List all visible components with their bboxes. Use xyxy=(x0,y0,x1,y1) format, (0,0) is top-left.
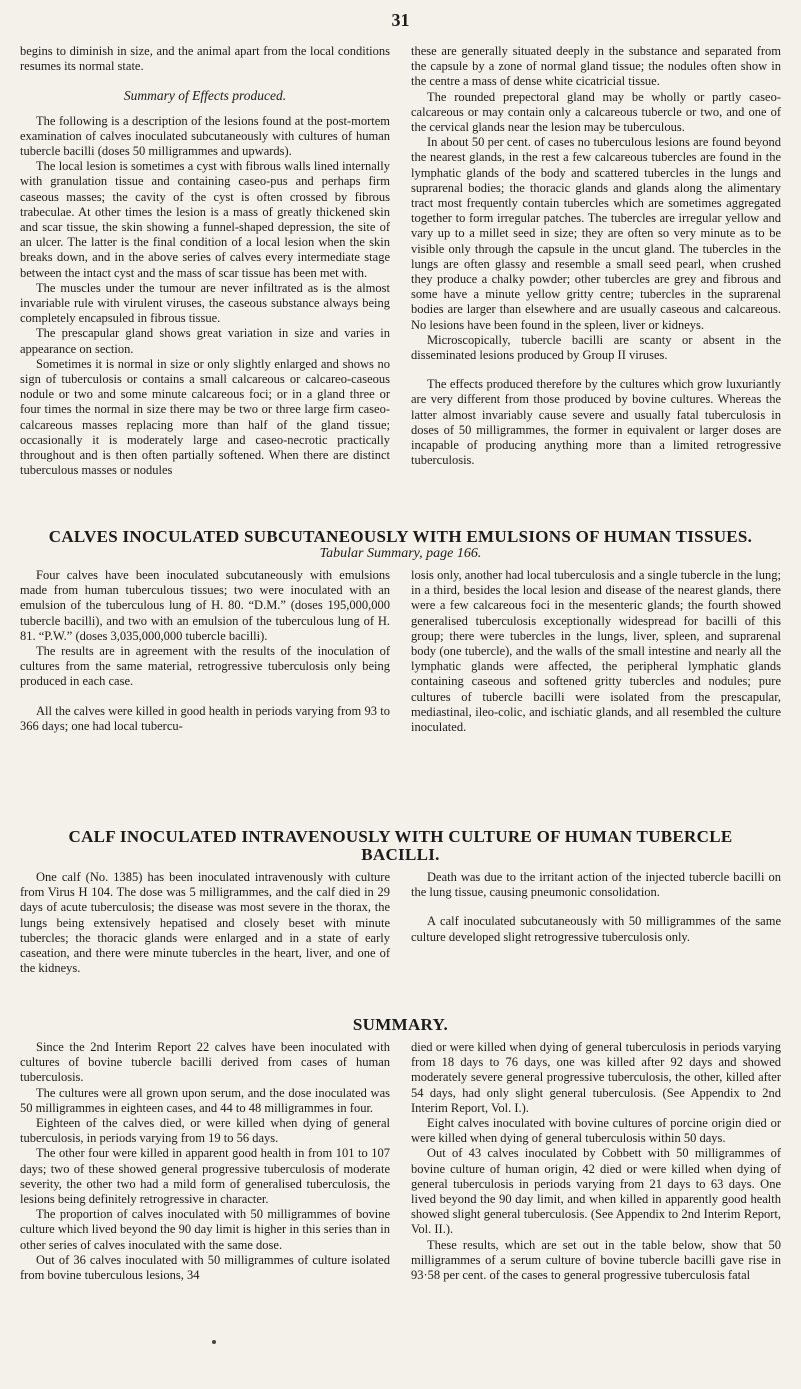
intro-section xyxy=(20,44,781,478)
paragraph: Out of 43 calves inoculated by Cobbett with 50 milligrammes of bovine culture of human origin, 42 died or were killed when dying of general tuberculosis in periods varying from 21 days to 63 days. One lived beyond the 90 day limit, and when killed in apparently good health showed slight general tuberculosis. (See Appendix to 2nd Interim Report, Vol. II.). xyxy=(411,1146,781,1237)
paragraph: The other four were killed in apparent good health in from 101 to 107 days; two of these showed general progressive tuberculosis of moderate severity, the other two had a mild form of generalised tuberculosis, the lesions being definitely retrogressive in character. xyxy=(20,1146,390,1207)
paragraph: The results are in agreement with the results of the inoculation of cultures from the same material, retrogressive tuberculosis only being produced in each case. xyxy=(20,644,390,689)
summary-left-column xyxy=(20,1040,390,1283)
paragraph: begins to diminish in size, and the animal apart from the local conditions resumes its normal state. xyxy=(20,44,390,74)
intravenous-left-column xyxy=(20,870,390,976)
paragraph: Four calves have been inoculated subcutaneously with emulsions made from human tuberculous tissues; two were inoculated with an emulsion of the tuberculous lung of H. 80. “D.M.” (doses 195,000,000 tubercle bacilli), and two with an emulsion of the tuberculous lung of H. 81. “P.W.” (doses 3,035,000,000 tubercle bacilli). xyxy=(20,568,390,643)
intravenous-right-column xyxy=(411,870,781,976)
paragraph: The cultures were all grown upon serum, and the dose inoculated was 50 milligrammes in eighteen cases, and 44 to 48 milligrammes in four. xyxy=(20,1085,390,1115)
paragraph: The proportion of calves inoculated with 50 milligrammes of bovine culture which lived beyond the 90 day limit is higher in this series than in other series of calves inoculated with the same dose. xyxy=(20,1207,390,1252)
section-title: SUMMARY. xyxy=(352,1015,449,1034)
section-title: CALF INOCULATED INTRAVENOUSLY WITH CULTURE OF HUMAN TUBERCLE BACILLI. xyxy=(68,827,733,864)
paragraph: Out of 36 calves inoculated with 50 milligrammes of culture isolated from bovine tuberculous lesions, 34 xyxy=(20,1252,390,1283)
intravenous-section xyxy=(20,828,781,976)
print-speck xyxy=(212,1340,216,1344)
subheading: Summary of Effects produced. xyxy=(123,88,287,104)
paragraph: Sometimes it is normal in size or only slightly enlarged and shows no sign of tuberculosis or contains a small calcareous or calcareo-caseous nodule or two and some minute calcareous foci; or in a gland three or four times the normal in size there may be two or three large firm caseo-calcareous masses replacing more than half of the gland tissue; occasionally it is moderately large and caseo-necrotic practically throughout and is then often partially softened. When there are distinct tuberculous masses or nodules xyxy=(20,356,390,478)
paragraph: Eighteen of the calves died, or were killed when dying of general tuberculosis, in periods varying from 19 to 56 days. xyxy=(20,1116,390,1146)
paragraph: Since the 2nd Interim Report 22 calves have been inoculated with cultures of bovine tubercle bacilli derived from cases of human tuberculosis. xyxy=(20,1040,390,1085)
intro-left-column xyxy=(20,44,390,478)
paragraph: The prescapular gland shows great variation in size and varies in appearance on section. xyxy=(20,326,390,356)
human-tissues-left-column xyxy=(20,568,390,735)
paragraph: A calf inoculated subcutaneously with 50 milligrammes of the same culture developed slight retrogressive tuberculosis only. xyxy=(411,914,781,944)
section-subtitle: Tabular Summary, page 166. xyxy=(319,546,482,561)
paragraph: Death was due to the irritant action of the injected tubercle bacilli on the lung tissue, causing pneumonic consolidation. xyxy=(411,870,781,900)
human-tissues-right-column xyxy=(411,568,781,735)
human-tissues-section xyxy=(20,528,781,735)
paragraph: died or were killed when dying of general tuberculosis in periods varying from 18 days to 76 days, one was killed after 92 days and showed moderately severe general progressive tuberculosis, the other, killed after 54 days, had only slight general tuberculosis. (See Appendix to 2nd Interim Report, Vol. I.). xyxy=(411,1040,781,1115)
paragraph: All the calves were killed in good health in periods varying from 93 to 366 days; one had local tubercu- xyxy=(20,703,390,733)
paragraph: Microscopically, tubercle bacilli are scanty or absent in the disseminated lesions produced by Group II viruses. xyxy=(411,332,781,363)
paragraph: The effects produced therefore by the cultures which grow luxuriantly are very different from those produced by bovine cultures. Whereas the latter almost invariably cause severe and usually fatal tuberculosis in doses of 50 milligrammes, the former in equivalent or larger doses are incapable of producing anything more than a limited retrogressive tuberculosis. xyxy=(411,377,781,468)
page-number: 31 xyxy=(391,10,410,30)
summary-section xyxy=(20,1016,781,1283)
intro-right-column xyxy=(411,44,781,478)
section-title: CALVES INOCULATED SUBCUTANEOUSLY WITH EMULSIONS OF HUMAN TISSUES. xyxy=(48,527,753,546)
paragraph: In about 50 per cent. of cases no tuberculous lesions are found beyond the nearest glands, in the rest a few calcareous tubercles are found in the lymphatic glands of the body and scattered tubercles in the lungs and suprarenal bodies; the thoracic glands and glands along the alimentary tract most frequently contain tubercles which are sometimes aggregated together to form irregular patches. The tubercles are irregular yellow and vary up to a millet seed in size; they are often so very minute as to be visible only through the capsule in the uncut gland. The tubercles in the lungs are often glassy and resemble a small seed pearl, when crushed they produce a chalky powder; other tubercles are grey and fibrous and some have a minute yellow gritty centre; tubercles in the suprarenal bodies are larger than elsewhere and are usually caseous and calcareous. No lesions have been found in the spleen, liver or kidneys. xyxy=(411,135,781,332)
paragraph: The following is a description of the lesions found at the post-mortem examination of calves inoculated subcutaneously with cultures of human tubercle bacilli (doses 50 milligrammes and upwards). xyxy=(20,113,390,159)
paragraph: One calf (No. 1385) has been inoculated intravenously with culture from Virus H 104. The dose was 5 milligrammes, and the calf died in 29 days of acute tuberculosis; the disease was most severe in the thorax, the lungs being extensively hepatised and closely beset with minute tubercles; the thoracic glands were enlarged and in a state of early caseation, and there were minute tubercles in the heart, liver, and one of the kidneys. xyxy=(20,870,390,976)
summary-right-column xyxy=(411,1040,781,1283)
paragraph: These results, which are set out in the table below, show that 50 milligrammes of a serum culture of bovine tubercle bacilli gave rise in 93·58 per cent. of the cases to general progressive tuberculosis fatal xyxy=(411,1237,781,1283)
paragraph: these are generally situated deeply in the substance and separated from the capsule by a zone of normal gland tissue; the nodules often show in the centre a mass of dense white cicatricial tissue. xyxy=(411,44,781,89)
paragraph: The rounded prepectoral gland may be wholly or partly caseo-calcareous or may contain only a calcareous tubercle or two, and one of the cervical glands near the lesion may be tuberculous. xyxy=(411,89,781,135)
paragraph: Eight calves inoculated with bovine cultures of porcine origin died or were killed when dying of general tuberculosis within 50 days. xyxy=(411,1116,781,1146)
paragraph: The local lesion is sometimes a cyst with fibrous walls lined internally with granulation tissue and containing caseo-pus and perhaps firm caseous masses; the cavity of the cyst is often crossed by fibrous trabeculae. At other times the lesion is a mass of greatly thickened skin and scar tissue, the skin showing a funnel-shaped depression, the site of an ulcer. The latter is the final condition of a local lesion when the skin breaks down, and in the above series of calves every intermediate stage between the intact cyst and the mass of scar tissue has been met with. xyxy=(20,159,390,280)
paragraph: losis only, another had local tuberculosis and a single tubercle in the lung; in a third, besides the local lesion and disease of the nearest glands, there were a few calcareous foci in the mesenteric glands; the fourth showed generalised tuberculosis exceptionally widespread for bacilli of this group; there were tubercles in the lungs, liver, spleen, and suprarenal body (one tubercle), and the walls of the small intestine and nearly all the lymphatic glands were affected, the peripheral lymphatic glands containing caseous and softened gritty tubercles and nodules; pure cultures of tubercle bacilli were isolated from the prescapular, mediastinal, ileo-colic, and ischiatic glands, and all resembled the culture inoculated. xyxy=(411,568,781,735)
paragraph: The muscles under the tumour are never infiltrated as is the almost invariable rule with virulent viruses, the caseous substance always being completely encapsuled in fibrous tissue. xyxy=(20,280,390,326)
